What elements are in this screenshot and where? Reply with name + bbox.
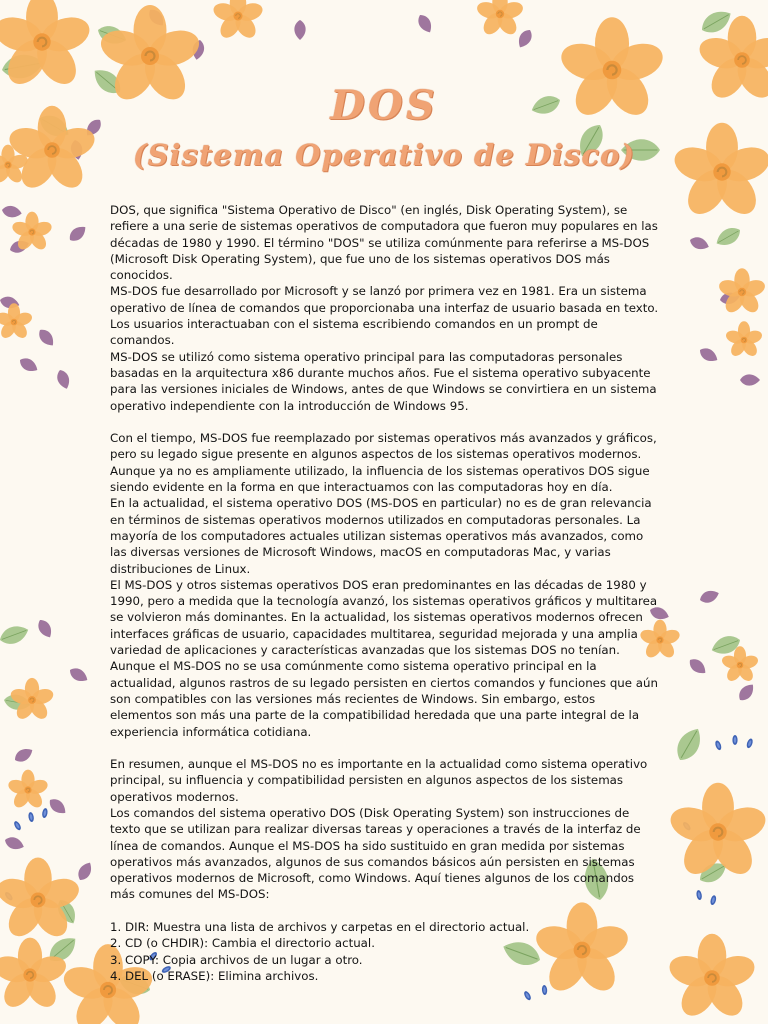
- orange-flower-icon: [0, 212, 53, 341]
- paragraph: El MS-DOS y otros sistemas operativos DOS eran predominantes en las décadas de 1980 y 1990, pero a medida que la tecnología avanzó, los sistemas operativos gráficos y multitarea se volvieron más dominantes. En la actualidad, los sistemas operativos modernos ofrecen interfaces gráficas de usuario, capacidades multitarea, seguridad mejorada y una amplia variedad de aplicaciones y características avanzadas que los sistemas DOS no tenían.: [110, 577, 658, 658]
- list-item: 1. DIR: Muestra una lista de archivos y carpetas en el directorio actual.: [110, 920, 530, 935]
- paragraph: MS-DOS fue desarrollado por Microsoft y se lanzó por primera vez en 1981. Era un sistema operativo de línea de comandos que proporcionaba una interfaz de usuario basada en texto. Los usuarios interactuaban con el sistema escribiendo comandos en un prompt de comandos.: [110, 284, 659, 348]
- paragraph: En resumen, aunque el MS-DOS no es importante en la actualidad como sistema operativo principal, su influencia y compatibilidad persisten en algunos aspectos de los sistemas operativos modernos.: [110, 757, 648, 804]
- list-item: 3. COPY: Copia archivos de un lugar a otro.: [110, 952, 363, 967]
- paragraph: MS-DOS se utilizó como sistema operativo principal para las computadoras personales basadas en la arquitectura x86 durante muchos años. Fue el sistema operativo subyacente para las versiones iniciales de Windows, antes de que Windows se convirtiera en un sistema operativo independiente con la introducción de Windows 95.: [110, 349, 657, 413]
- paragraph: En la actualidad, el sistema operativo DOS (MS-DOS en particular) no es de gran relevancia en términos de sistemas operativos modernos utilizados en computadoras personales. La mayoría de los computadores actuales utilizan sistemas operativos más avanzados, como las diversas versiones de Microsoft Windows, macOS en computadoras Mac, y varias distribuciones de Linux.: [110, 496, 652, 576]
- left-flower-cluster: [0, 204, 89, 390]
- page-title: DOS: [330, 82, 438, 129]
- list-item: 4. DEL (o ERASE): Elimina archivos.: [110, 968, 319, 983]
- paragraph: Aunque ya no es ampliamente utilizado, la influencia de los sistemas operativos DOS sigue siendo evidente en la forma en que interactuamos con las computadoras hoy en día.: [110, 463, 650, 495]
- list-item: 2. CD (o CHDIR): Cambia el directorio actual.: [110, 936, 375, 951]
- command-list: [110, 919, 660, 984]
- paragraph: Con el tiempo, MS-DOS fue reemplazado por sistemas operativos más avanzados y gráficos, pero su legado sigue presente en algunos aspectos de los sistemas operativos modernos.: [110, 431, 657, 462]
- paragraph: Los comandos del sistema operativo DOS (Disk Operating System) son instrucciones de texto que se utilizan para realizar diversas tareas y operaciones a través de la interfaz de línea de comandos. Aunque el MS-DOS ha sido sustituido en gran medida por sistemas operativos más avanzados, algunos de sus comandos básicos aún persisten en sistemas operativos modernos de Microsoft, como Windows. Aquí tienes algunos de los comandos más comunes del MS-DOS:: [110, 805, 641, 902]
- paragraph: Aunque el MS-DOS no se usa comúnmente como sistema operativo principal en la actualidad, algunos rastros de su legado persisten en ciertos comandos y funciones que aún son compatibles con las versiones más recientes de Windows. Sin embargo, estos elementos son más una parte de la compatibilidad heredada que una parte integral de la experiencia informática cotidiana.: [110, 659, 658, 739]
- purple-leaf-icon: [3, 617, 95, 883]
- paragraph: DOS, que significa "Sistema Operativo de Disco" (en inglés, Disk Operating System), se refiere a una serie de sistemas operativos de computadora que fueron muy populares en las décadas de 1980 y 1990. El término "DOS" se utiliza comúnmente para referirse a MS-DOS (Microsoft Disk Operating System), que fue uno de los sistemas operativos DOS más conocidos.: [110, 203, 658, 283]
- page-subtitle: (Sistema Operativo de Disco): [132, 138, 636, 172]
- document-body: [110, 202, 660, 984]
